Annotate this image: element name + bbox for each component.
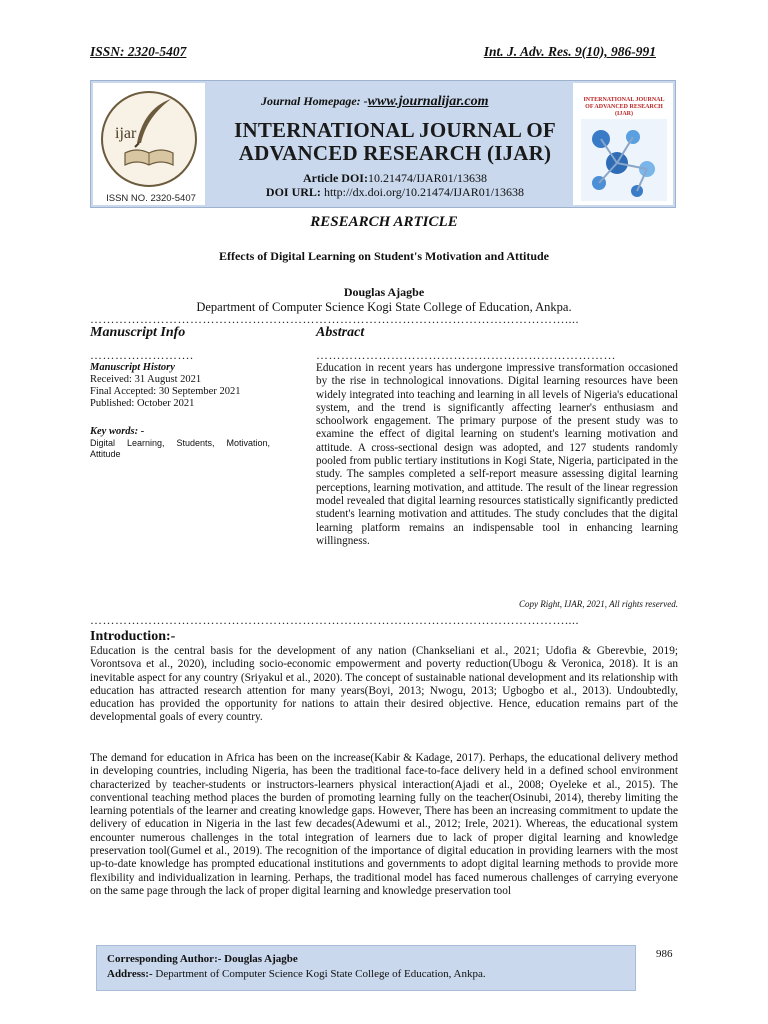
journal-logo xyxy=(93,83,205,205)
abstract-text: Education in recent years has undergone impressive transformation occasioned by the rise in technological innovations. Digital learning resources have been widely integrated into teaching and learning in all levels of Nigeria's educational system, and the trend is significantly affecting learner's enthusiasm and schoolwork engagement. The primary purpose of the present study was to examine the effect of digital learning on student's learning motivation and attitude. A cross-sectional design was adopted, and 127 students randomly pooled from public tertiary institutions in Kogi State, Nigeria, participated in the study. The samples completed a self-report measure assessing digital learning perceptions, learning motivation, and attitude. The result of the linear regression model revealed that digital learning resources statistically significantly predicted student's learning motivation and attitudes. The study concludes that the digital learning platform remains an indispensable tool in enhancing learning willingness. xyxy=(316,362,678,547)
molecule-icon xyxy=(581,119,667,201)
author-affiliation: Department of Computer Science Kogi State College of Education, Ankpa. xyxy=(196,300,572,314)
journal-homepage xyxy=(261,94,489,110)
manuscript-info xyxy=(90,362,270,460)
citation-text: Int. J. Adv. Res. 9(10), 986-991 xyxy=(483,44,656,59)
page-number: 986 xyxy=(656,948,673,960)
introduction-heading: Introduction:- xyxy=(90,629,176,644)
divider-top: …………………………………………………………………………………………………….... xyxy=(90,314,579,326)
introduction-paragraph-1: Education is the central basis for the development of any nation (Chankseliani et al., 2021; Udofia & Gberevbie, 2019; Vorontsova et al., 2020), including socio-economic empowerment and poverty reduction(Ubogu & Veronica, 2018). It is an inevitable aspect for any country (Sriyakul et al., 2020). The concept of sustainable national development and its relationship with education has attracted research attention for many years(Boyi, 2013; Nwogu, 2013; Ugbogbo et al., 2013). Undoubtedly, education has provided the opportunity for nations to attain their desired objective. Hence, education remains part of the developmental goals of every country. xyxy=(90,645,679,724)
author-address xyxy=(107,967,625,982)
issn-text: ISSN: 2320-5407 xyxy=(90,44,187,59)
doi-url-label: DOI URL: xyxy=(265,185,321,199)
accepted-date: Final Accepted: 30 September 2021 xyxy=(90,386,241,397)
published-date: Published: October 2021 xyxy=(90,398,195,409)
doi-block xyxy=(219,171,571,199)
introduction-paragraph-2: The demand for education in Africa has been on the increase(Kabir & Kadage, 2017). Perhaps, the educational delivery method in developing countries, including Nigeria, has been the traditional face-to-face delivery held in a defined school environment characterized by teacher-students or instructors-learners physical interaction(Ajadi et al., 2008; Oyeleke et al., 2015). The conventional teaching method places the burden of promoting learning fully on the teacher(Osinubi, 2014), thereby limiting the learning potentials of the learner and creating knowledge gaps. However, There has been an increasing commitment to update the delivery of education in Nigeria in the last few decades(Adewumi et al., 2012; Irele, 2021). Whereas, the educational system encounter numerous challenges in the total integration of learners due to lack of proper digital learning and knowledge preservation tool(Gumel et al., 2019). The recognition of the importance of digital education in providing learners with the most up-to-date knowledge has prompted educational institutions and governments to adopt digital learning methods to provide more flexibility and individualization in learning. Perhaps, the traditional model has faced numerous challenges of carrying everyone on the same page through the lack of proper digital learning and knowledge preservation tool xyxy=(90,752,678,897)
doi-url-link[interactable]: http://dx.doi.org/10.21474/IJAR01/13638 xyxy=(323,185,525,199)
address-label: Address:- xyxy=(107,968,153,980)
logo-text: ijar xyxy=(115,125,137,142)
journal-cover xyxy=(573,83,673,205)
history-label: Manuscript History xyxy=(90,362,175,373)
divider-bottom: …………………………………………………………………………………………………….... xyxy=(90,615,579,627)
abstract-heading: Abstract xyxy=(316,325,365,340)
corresponding-author: Corresponding Author:- Douglas Ajagbe xyxy=(107,953,298,965)
manuscript-info-heading: Manuscript Info xyxy=(90,325,186,340)
homepage-label: Journal Homepage: - xyxy=(261,94,368,108)
journal-banner xyxy=(90,80,676,208)
divider-abstract: ……………………………………………………………… xyxy=(316,350,616,362)
logo-issn: ISSN NO. 2320-5407 xyxy=(106,193,196,204)
quill-icon xyxy=(131,97,175,149)
doi-value: 10.21474/IJAR01/13638 xyxy=(367,171,487,185)
journal-title: INTERNATIONAL JOURNAL OF ADVANCED RESEARCH (IJAR) xyxy=(234,118,556,165)
article-type: RESEARCH ARTICLE xyxy=(310,214,458,230)
running-header xyxy=(90,44,656,64)
copyright-notice: Copy Right, IJAR, 2021, All rights reserved. xyxy=(519,599,678,609)
doi-label: Article DOI: xyxy=(303,171,368,185)
cover-title: INTERNATIONAL JOURNAL OF ADVANCED RESEARCH (IJAR) xyxy=(583,97,665,117)
article-title: Effects of Digital Learning on Student's Motivation and Attitude xyxy=(218,249,549,263)
received-date: Received: 31 August 2021 xyxy=(90,374,202,385)
homepage-link[interactable]: www.journalijar.com xyxy=(367,94,489,109)
keywords-label: Key words: - xyxy=(90,426,145,437)
author-name: Douglas Ajagbe xyxy=(343,285,425,299)
corresponding-author-box xyxy=(96,945,636,991)
address-text: Department of Computer Science Kogi State College of Education, Ankpa. xyxy=(152,968,486,980)
keywords-list: Digital Learning, Students, Motivation, Attitude xyxy=(90,438,270,459)
divider-manuscript: ……………………. xyxy=(90,350,194,362)
book-icon xyxy=(123,147,175,167)
